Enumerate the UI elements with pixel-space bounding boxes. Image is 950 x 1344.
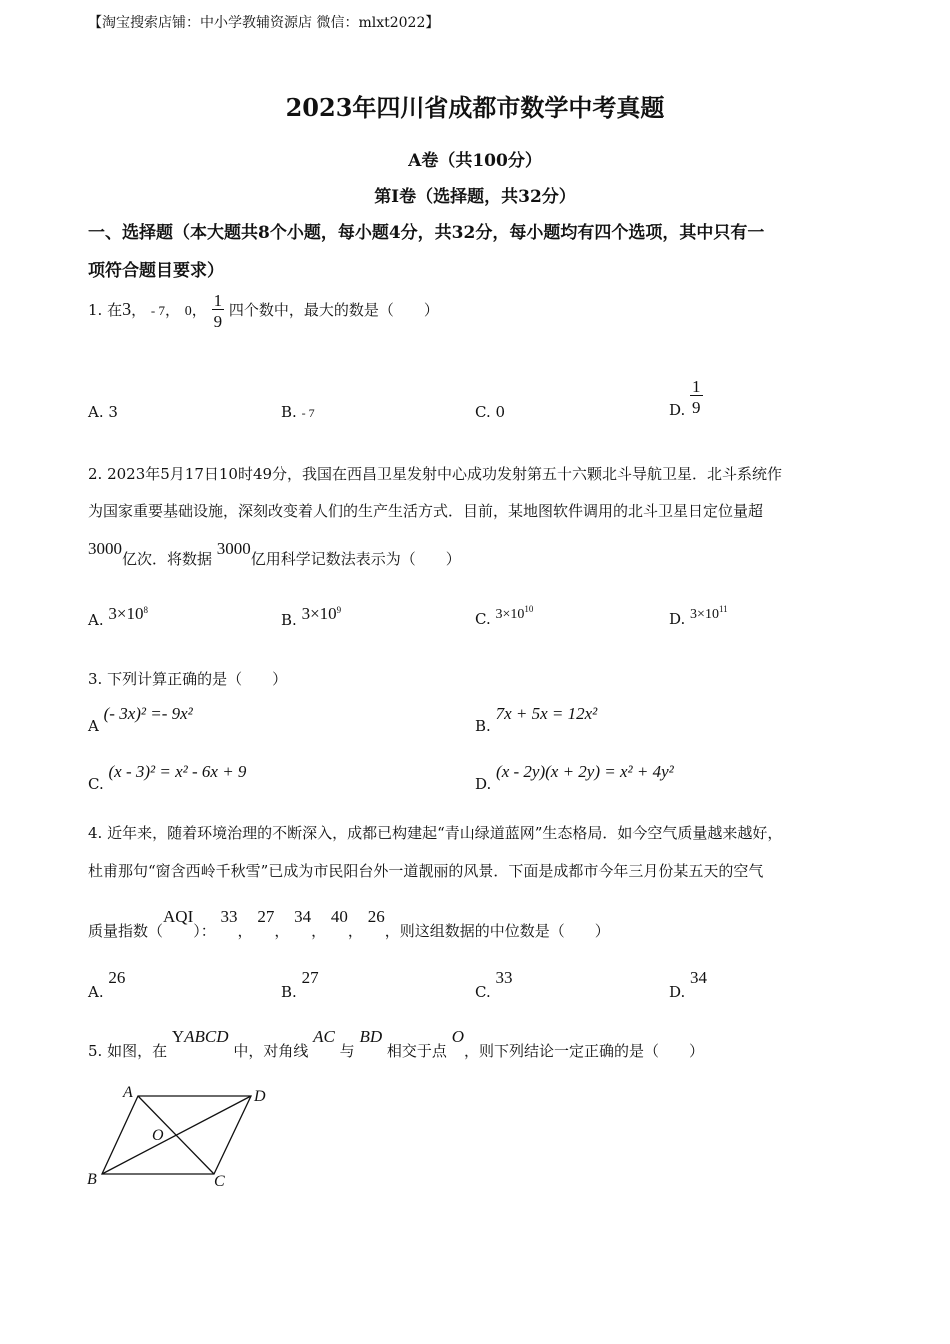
q4-option-d[interactable]: D. 34 <box>669 968 708 1001</box>
q3-option-b[interactable]: B. 7x + 5x = 12x² <box>475 704 598 735</box>
q1-option-d[interactable]: D. $\frac{1}{9}$ <box>669 377 701 419</box>
question-4-line2: 杜甫那句“窗含西岭千秋雪”已成为市民阳台外一道靓丽的风景．下面是成都市今年三月份某五天的空气 <box>88 862 764 880</box>
q3-option-d[interactable]: D. (x - 2y)(x + 2y) = x² + 4y² <box>475 762 674 793</box>
part-a-heading: A卷（共100分） <box>408 151 542 171</box>
question-1-stem: 1. 在3， - 7， 0， $\frac{1}{9}$ 四个数中，最大的数是（ ） <box>88 291 439 331</box>
question-2-line3: 3000亿次．将数据 3000亿用科学记数法表示为（ ） <box>88 539 461 568</box>
q2-option-a[interactable]: A. $3\times 10^8$ <box>88 604 148 629</box>
point-label-o: O <box>152 1127 164 1144</box>
section-heading-line2: 项符合题目要求） <box>88 261 224 281</box>
page-title: 2023年四川省成都市数学中考真题 <box>285 93 665 122</box>
diagonal-bd <box>102 1096 251 1174</box>
q3-option-c[interactable]: C. (x - 3)² = x² - 6x + 9 <box>88 762 247 793</box>
fraction-one-ninth: $\frac{1}{9}$ <box>213 291 223 331</box>
q1-option-c[interactable]: C. 0 <box>475 403 506 421</box>
q4-option-c[interactable]: C. 33 <box>475 968 513 1001</box>
volume-heading: 第I卷（选择题，共32分） <box>374 187 576 207</box>
vertex-label-d: D <box>254 1088 266 1105</box>
vertex-label-a: A <box>123 1084 133 1101</box>
vertex-label-b: B <box>87 1171 97 1188</box>
question-2-line2: 为国家重要基础设施，深刻改变着人们的生产生活方式．目前，某地图软件调用的北斗卫星日定位量超 <box>88 502 764 520</box>
vertex-label-c: C <box>214 1173 225 1190</box>
q2-option-d[interactable]: D. $3\times 10^{11}$ <box>669 604 728 628</box>
section-heading-line1: 一、选择题（本大题共8个小题，每小题4分，共32分，每小题均有四个选项，其中只有一 <box>88 223 765 243</box>
q4-option-b[interactable]: B. 27 <box>281 968 319 1001</box>
q1-option-a[interactable]: A. 3 <box>88 403 118 421</box>
question-3-stem: 3. 下列计算正确的是（ ） <box>88 670 288 688</box>
question-4-line1: 4. 近年来，随着环境治理的不断深入，成都已构建起“青山绿道蓝网”生态格局．如今空气质量越来越好， <box>88 824 783 842</box>
q2-option-c[interactable]: C. $3\times 10^{10}$ <box>475 604 534 628</box>
q3-option-a[interactable]: A (- 3x)² =- 9x² <box>88 704 193 735</box>
question-4-line3: 质量指数（AQI）： 33， 27， 34， 40， 26，则这组数据的中位数是（ ） <box>88 907 610 940</box>
question-2-line1: 2. 2023年5月17日10时49分，我国在西昌卫星发射中心成功发射第五十六颗北斗导航卫星．北斗系统作 <box>88 465 783 483</box>
fraction-one-ninth: $\frac{1}{9}$ <box>692 377 701 417</box>
question-5-stem: 5. 如图，在 YABCD 中，对角线 AC 与 BD 相交于点 O，则下列结论一定正确的是（ ） <box>88 1027 704 1060</box>
parallelogram-figure <box>80 1078 280 1193</box>
q1-option-b[interactable]: B. - 7 <box>281 403 315 421</box>
header-note: 【淘宝搜索店铺：中小学教辅资源店 微信：mlxt2022】 <box>88 15 440 31</box>
q4-option-a[interactable]: A. 26 <box>88 968 126 1001</box>
q2-option-b[interactable]: B. $3\times 10^9$ <box>281 604 342 629</box>
